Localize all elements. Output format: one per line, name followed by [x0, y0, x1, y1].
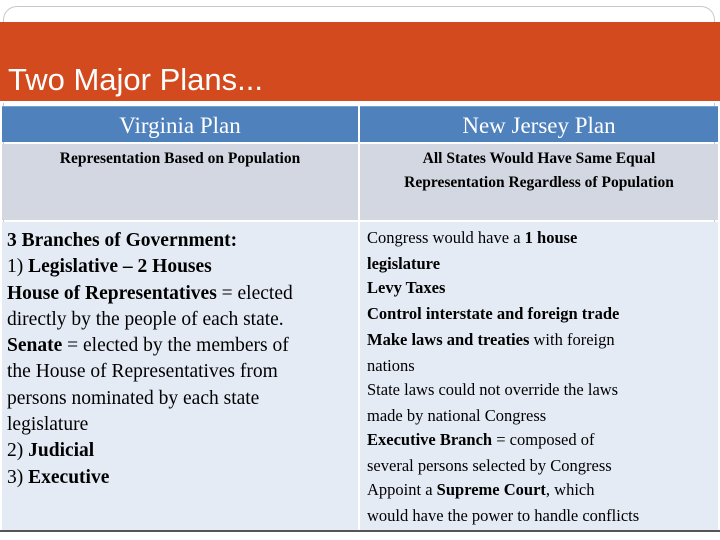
executive-label: Executive	[28, 466, 110, 488]
list-item	[7, 438, 354, 464]
list-item	[367, 252, 714, 276]
item-number: 3)	[7, 466, 29, 488]
virginia-plan-header: Virginia Plan	[2, 106, 358, 142]
item-number: 2)	[7, 440, 29, 462]
virginia-plan-details	[2, 222, 358, 530]
branches-heading: 3 Branches of Government:	[7, 230, 238, 251]
list-item	[367, 276, 714, 302]
senate-text: = elected by the members of	[62, 335, 289, 357]
trade-label: Control interstate and foreign trade	[367, 304, 620, 323]
house-label: House of Representatives	[7, 282, 217, 304]
new-jersey-summary-text: All States Would Have Same Equal Representation Regardless of Population	[404, 150, 674, 191]
house-text: = elected	[216, 282, 293, 304]
bottom-divider	[0, 530, 720, 532]
list-item: made by national Congress	[367, 406, 547, 425]
list-item	[7, 333, 354, 359]
supreme-court-label: Supreme Court	[436, 480, 546, 499]
title-divider	[0, 101, 720, 103]
list-item: directly by the people of each state.	[7, 308, 284, 330]
list-item	[7, 465, 354, 491]
list-item	[367, 302, 714, 328]
appoint-text: Appoint a	[367, 480, 437, 499]
list-item: several persons selected by Congress	[367, 456, 612, 475]
legislature-label: legislature	[367, 254, 441, 273]
list-item: legislature	[7, 414, 89, 436]
senate-label: Senate	[7, 335, 63, 357]
list-item	[367, 226, 714, 252]
list-item	[7, 228, 354, 254]
list-item	[367, 328, 714, 354]
list-item	[367, 478, 714, 504]
new-jersey-plan-header: New Jersey Plan	[360, 106, 718, 142]
list-item: nations	[367, 356, 415, 375]
treaties-text: with foreign	[529, 330, 615, 349]
legislative-label: Legislative – 2 Houses	[28, 256, 212, 278]
list-item	[7, 281, 354, 307]
title-bar	[0, 22, 720, 102]
state-laws-text: State laws could not override the laws	[367, 380, 619, 399]
list-item: would have the power to handle conflicts	[367, 506, 640, 525]
slide-title: Two Major Plans...	[8, 62, 263, 97]
list-item: persons nominated by each state	[7, 387, 260, 409]
list-item	[367, 378, 714, 404]
judicial-label: Judicial	[28, 440, 95, 462]
list-item	[367, 428, 714, 454]
list-item	[7, 254, 354, 280]
executive-branch-text: = composed of	[492, 430, 595, 449]
item-number: 1)	[7, 256, 29, 278]
new-jersey-plan-summary	[360, 144, 718, 220]
virginia-summary-text: Representation Based on Population	[59, 150, 301, 167]
list-item: the House of Representatives from	[7, 361, 278, 383]
supreme-court-text: , which	[545, 480, 595, 499]
treaties-label: Make laws and treaties	[367, 330, 530, 349]
levy-taxes-label: Levy Taxes	[367, 278, 446, 297]
executive-branch-label: Executive Branch	[367, 430, 493, 449]
new-jersey-plan-details	[360, 222, 718, 530]
virginia-plan-summary	[2, 144, 358, 220]
one-house-label: 1 house	[524, 228, 578, 247]
congress-text: Congress would have a	[367, 228, 525, 247]
